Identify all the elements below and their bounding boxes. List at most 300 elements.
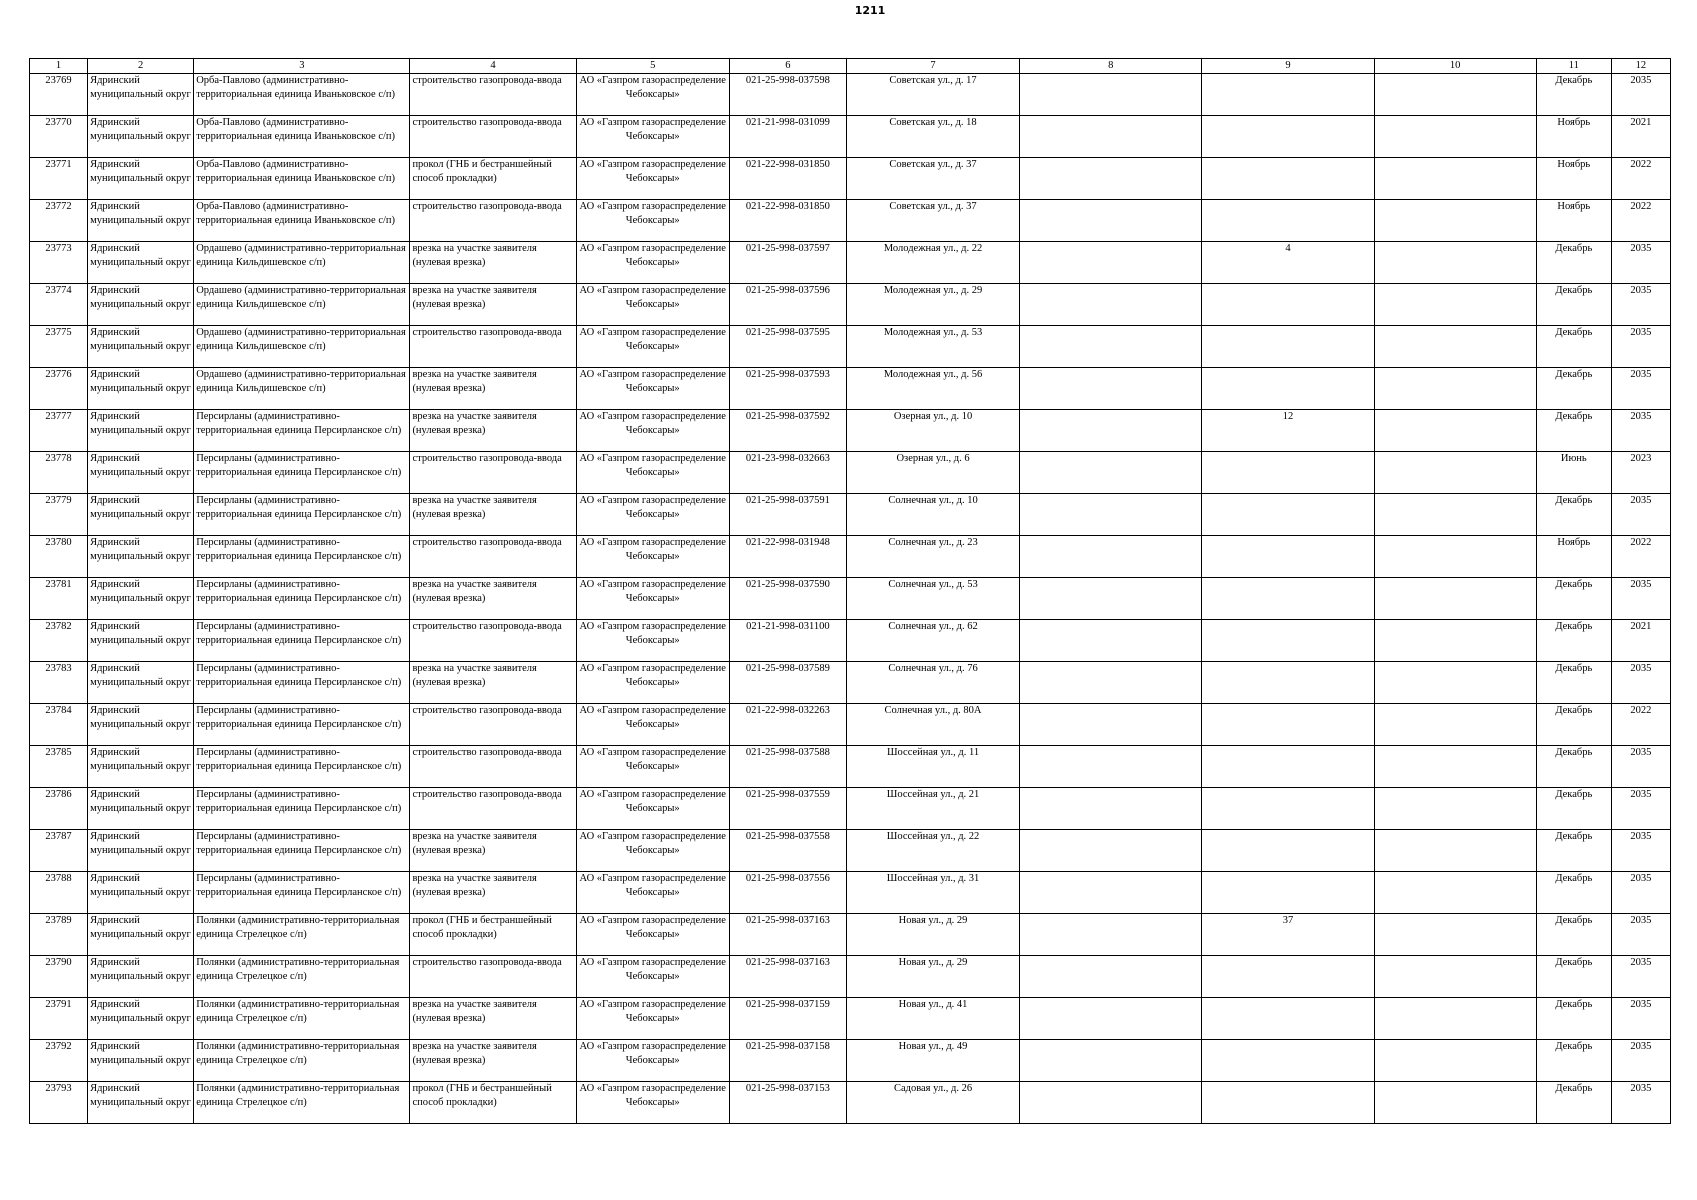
organization-cell-text: АО «Газпром газораспределение Чебоксары» [579,327,726,352]
work-type-cell [410,410,576,452]
row-number [30,452,88,494]
column-8-cell-text [1022,410,1199,451]
work-type-cell [410,1040,576,1082]
row-number-text: 23791 [45,999,72,1010]
column-10-cell-text [1377,662,1534,703]
year-cell-text: 2022 [1630,159,1652,170]
organization-cell-text: АО «Газпром газораспределение Чебоксары» [579,201,726,226]
locality-cell [194,284,410,326]
column-8-cell-text [1022,956,1199,997]
column-9-cell [1202,704,1374,746]
column-8-cell [1020,746,1202,788]
row-number [30,746,88,788]
object-code-cell [729,536,846,578]
year-cell [1611,284,1670,326]
column-8-cell [1020,326,1202,368]
address-cell [846,662,1019,704]
column-9-cell [1202,914,1374,956]
district-cell-text: Ядринский муниципальный округ [90,915,191,940]
object-code-cell [729,452,846,494]
column-header-1: 1 [30,59,88,74]
row-number-text: 23774 [45,285,72,296]
locality-cell-text: Ордашево (административно-территориальная единица Кильдишевское с/п) [196,327,406,352]
district-cell [88,1082,194,1124]
organization-cell [576,872,729,914]
column-9-cell [1202,494,1374,536]
locality-cell-text: Ордашево (административно-территориальная единица Кильдишевское с/п) [196,369,406,394]
work-type-cell-text: строительство газопровода-ввода [412,201,562,212]
locality-cell-text: Полянки (административно-территориальная единица Стрелецкое с/п) [196,1041,400,1066]
year-cell-text: 2021 [1630,117,1652,128]
column-9-cell-text [1204,200,1371,241]
locality-cell-text: Персирланы (административно-территориальная единица Персирланское с/п) [196,789,402,814]
address-cell [846,1082,1019,1124]
row-number-text: 23776 [45,369,72,380]
column-8-cell [1020,662,1202,704]
organization-cell-text: АО «Газпром газораспределение Чебоксары» [579,495,726,520]
address-cell-text: Новая ул., д. 49 [898,1041,968,1052]
work-type-cell-text: строительство газопровода-ввода [412,747,562,758]
address-cell [846,578,1019,620]
column-9-cell-text [1204,956,1371,997]
row-number [30,662,88,704]
district-cell [88,704,194,746]
object-code-cell [729,662,846,704]
page-number: 1211 [854,4,886,17]
locality-cell [194,326,410,368]
district-cell [88,74,194,116]
locality-cell [194,620,410,662]
organization-cell-text: АО «Газпром газораспределение Чебоксары» [579,537,726,562]
column-8-cell [1020,494,1202,536]
column-8-cell [1020,620,1202,662]
row-number [30,116,88,158]
year-cell-text: 2035 [1630,999,1652,1010]
object-code-cell [729,158,846,200]
locality-cell-text: Персирланы (административно-территориальная единица Персирланское с/п) [196,579,402,604]
address-cell-text: Солнечная ул., д. 23 [888,537,978,548]
table-body [30,74,1671,1124]
column-header-4: 4 [410,59,576,74]
year-cell-text: 2035 [1630,915,1652,926]
district-cell [88,200,194,242]
column-8-cell-text [1022,704,1199,745]
year-cell [1611,746,1670,788]
column-8-cell-text [1022,620,1199,661]
address-cell-text: Молодежная ул., д. 22 [883,243,983,254]
column-8-cell-text [1022,830,1199,871]
object-code-cell [729,326,846,368]
district-cell [88,242,194,284]
locality-cell [194,662,410,704]
year-cell-text: 2035 [1630,327,1652,338]
month-cell [1536,830,1611,872]
column-8-cell [1020,200,1202,242]
table-row [30,872,1671,914]
work-type-cell-text: врезка на участке заявителя (нулевая врезка) [412,411,537,436]
row-number-text: 23770 [45,117,72,128]
table-row [30,998,1671,1040]
object-code-cell-text: 021-21-998-031100 [746,621,830,632]
locality-cell-text: Персирланы (административно-территориальная единица Персирланское с/п) [196,747,402,772]
address-cell [846,1040,1019,1082]
row-number-text: 23784 [45,705,72,716]
table-row [30,704,1671,746]
table-row [30,1082,1671,1124]
district-cell [88,872,194,914]
month-cell [1536,74,1611,116]
object-code-cell [729,620,846,662]
column-9-cell [1202,578,1374,620]
district-cell [88,788,194,830]
locality-cell-text: Орба-Павлово (административно-территориальная единица Иваньковское с/п) [196,201,396,226]
row-number-text: 23781 [45,579,72,590]
month-cell [1536,116,1611,158]
year-cell-text: 2035 [1630,831,1652,842]
district-cell-text: Ядринский муниципальный округ [90,117,191,142]
column-10-cell-text [1377,494,1534,535]
column-9-cell-text [1204,1082,1371,1123]
district-cell-text: Ядринский муниципальный округ [90,75,191,100]
month-cell-text: Декабрь [1555,1041,1593,1052]
year-cell [1611,788,1670,830]
month-cell-text: Декабрь [1555,831,1593,842]
column-9-cell-text [1204,1040,1371,1081]
column-8-cell [1020,1040,1202,1082]
year-cell-text: 2035 [1630,1083,1652,1094]
month-cell [1536,788,1611,830]
work-type-cell [410,872,576,914]
object-code-cell [729,368,846,410]
work-type-cell-text: прокол (ГНБ и бестраншейный способ прокладки) [412,159,552,184]
locality-cell-text: Персирланы (административно-территориальная единица Персирланское с/п) [196,873,402,898]
column-10-cell-text [1377,200,1534,241]
object-code-cell [729,788,846,830]
organization-cell-text: АО «Газпром газораспределение Чебоксары» [579,621,726,646]
row-number [30,578,88,620]
column-9-cell [1202,326,1374,368]
object-code-cell-text: 021-22-998-031850 [745,159,830,170]
locality-cell [194,452,410,494]
row-number [30,284,88,326]
year-cell [1611,116,1670,158]
address-cell-text: Шоссейная ул., д. 11 [886,747,980,758]
object-code-cell-text: 021-25-998-037158 [745,1041,830,1052]
row-number-text: 23771 [45,159,72,170]
organization-cell-text: АО «Газпром газораспределение Чебоксары» [579,915,726,940]
row-number [30,368,88,410]
column-9-cell [1202,242,1374,284]
year-cell-text: 2035 [1630,873,1652,884]
column-10-cell-text [1377,410,1534,451]
object-code-cell [729,494,846,536]
district-cell [88,158,194,200]
work-type-cell [410,326,576,368]
district-cell-text: Ядринский муниципальный округ [90,831,191,856]
month-cell [1536,368,1611,410]
row-number-text: 23789 [45,915,72,926]
year-cell [1611,1082,1670,1124]
column-header-3: 3 [194,59,410,74]
district-cell-text: Ядринский муниципальный округ [90,243,191,268]
column-8-cell [1020,410,1202,452]
work-type-cell [410,242,576,284]
address-cell-text: Солнечная ул., д. 62 [888,621,978,632]
object-code-cell-text: 021-25-998-037595 [745,327,830,338]
object-code-cell-text: 021-25-998-037590 [745,579,830,590]
organization-cell-text: АО «Газпром газораспределение Чебоксары» [579,75,726,100]
district-cell [88,1040,194,1082]
work-type-cell-text: врезка на участке заявителя (нулевая врезка) [412,579,537,604]
organization-cell-text: АО «Газпром газораспределение Чебоксары» [579,285,726,310]
address-cell [846,788,1019,830]
column-10-cell-text [1377,1082,1534,1123]
address-cell [846,872,1019,914]
column-9-cell [1202,956,1374,998]
work-type-cell-text: строительство газопровода-ввода [412,117,562,128]
organization-cell [576,830,729,872]
column-header-10: 10 [1374,59,1536,74]
month-cell [1536,956,1611,998]
column-9-cell [1202,620,1374,662]
row-number [30,200,88,242]
table-row [30,284,1671,326]
work-type-cell-text: строительство газопровода-ввода [412,789,562,800]
row-number [30,158,88,200]
row-number [30,788,88,830]
column-9-cell-text [1204,704,1371,745]
object-code-cell [729,746,846,788]
object-code-cell-text: 021-25-998-037159 [745,999,830,1010]
table-row [30,242,1671,284]
address-cell [846,158,1019,200]
column-8-cell [1020,536,1202,578]
column-8-cell-text [1022,998,1199,1039]
work-type-cell [410,494,576,536]
column-8-cell-text [1022,284,1199,325]
column-10-cell-text [1377,746,1534,787]
organization-cell [576,704,729,746]
work-type-cell [410,956,576,998]
row-number-text: 23769 [45,75,72,86]
row-number [30,326,88,368]
object-code-cell [729,74,846,116]
work-type-cell-text: прокол (ГНБ и бестраншейный способ прокладки) [412,915,552,940]
row-number-text: 23775 [45,327,72,338]
row-number-text: 23773 [45,243,72,254]
object-code-cell-text: 021-25-998-037559 [745,789,830,800]
address-cell-text: Солнечная ул., д. 10 [888,495,978,506]
locality-cell [194,158,410,200]
object-code-cell-text: 021-23-998-032663 [745,453,830,464]
column-10-cell [1374,914,1536,956]
column-9-cell [1202,368,1374,410]
object-code-cell [729,830,846,872]
column-9-cell-text [1204,536,1371,577]
column-8-cell [1020,578,1202,620]
month-cell-text: Декабрь [1555,579,1593,590]
year-cell-text: 2023 [1630,453,1652,464]
object-code-cell-text: 021-22-998-031850 [745,201,830,212]
column-8-cell-text [1022,788,1199,829]
district-cell-text: Ядринский муниципальный округ [90,957,191,982]
row-number [30,956,88,998]
year-cell-text: 2035 [1630,285,1652,296]
month-cell-text: Декабрь [1555,789,1593,800]
locality-cell [194,200,410,242]
address-cell [846,410,1019,452]
column-9-cell-text [1204,326,1371,367]
column-10-cell [1374,746,1536,788]
object-code-cell-text: 021-25-998-037556 [745,873,830,884]
row-number-text: 23783 [45,663,72,674]
column-9-cell [1202,872,1374,914]
work-type-cell [410,662,576,704]
locality-cell-text: Орба-Павлово (административно-территориальная единица Иваньковское с/п) [196,117,396,142]
column-header-7: 7 [846,59,1019,74]
column-8-cell [1020,116,1202,158]
month-cell-text: Декабрь [1555,873,1593,884]
work-type-cell [410,746,576,788]
organization-cell-text: АО «Газпром газораспределение Чебоксары» [579,663,726,688]
object-code-cell-text: 021-25-998-037163 [745,957,830,968]
column-9-cell-text [1204,830,1371,871]
organization-cell-text: АО «Газпром газораспределение Чебоксары» [579,579,726,604]
work-type-cell [410,620,576,662]
work-type-cell-text: строительство газопровода-ввода [412,621,562,632]
column-9-cell-text [1204,872,1371,913]
address-cell-text: Солнечная ул., д. 80А [884,705,982,716]
column-9-cell-text [1204,746,1371,787]
year-cell [1611,956,1670,998]
column-9-cell-text: 4 [1285,243,1291,254]
district-cell-text: Ядринский муниципальный округ [90,705,191,730]
address-cell [846,200,1019,242]
column-10-cell-text [1377,956,1534,997]
row-number [30,872,88,914]
work-type-cell [410,200,576,242]
address-cell [846,536,1019,578]
column-10-cell [1374,788,1536,830]
address-cell [846,452,1019,494]
district-cell [88,998,194,1040]
column-9-cell [1202,746,1374,788]
column-8-cell-text [1022,494,1199,535]
year-cell [1611,1040,1670,1082]
locality-cell-text: Полянки (административно-территориальная единица Стрелецкое с/п) [196,999,400,1024]
district-cell [88,830,194,872]
column-9-cell-text [1204,494,1371,535]
locality-cell [194,914,410,956]
month-cell-text: Ноябрь [1557,201,1591,212]
address-cell-text: Садовая ул., д. 26 [893,1083,973,1094]
column-10-cell [1374,494,1536,536]
year-cell-text: 2035 [1630,789,1652,800]
organization-cell-text: АО «Газпром газораспределение Чебоксары» [579,705,726,730]
table-row [30,200,1671,242]
month-cell [1536,1040,1611,1082]
year-cell [1611,998,1670,1040]
object-code-cell [729,914,846,956]
work-type-cell-text: врезка на участке заявителя (нулевая врезка) [412,873,537,898]
table-row [30,578,1671,620]
month-cell-text: Декабрь [1555,75,1593,86]
organization-cell [576,1040,729,1082]
year-cell [1611,74,1670,116]
table-row [30,410,1671,452]
column-9-cell-text [1204,998,1371,1039]
column-10-cell [1374,578,1536,620]
row-number-text: 23779 [45,495,72,506]
work-type-cell [410,998,576,1040]
work-type-cell-text: врезка на участке заявителя (нулевая врезка) [412,999,537,1024]
column-10-cell-text [1377,242,1534,283]
table-row [30,536,1671,578]
column-9-cell-text [1204,578,1371,619]
address-cell [846,956,1019,998]
year-cell [1611,410,1670,452]
month-cell-text: Ноябрь [1557,159,1591,170]
locality-cell-text: Орба-Павлово (административно-территориальная единица Иваньковское с/п) [196,159,396,184]
district-cell [88,578,194,620]
month-cell-text: Декабрь [1555,327,1593,338]
column-8-cell-text [1022,1040,1199,1081]
column-10-cell [1374,200,1536,242]
organization-cell [576,158,729,200]
month-cell-text: Ноябрь [1557,537,1591,548]
column-8-cell-text [1022,662,1199,703]
year-cell-text: 2035 [1630,1041,1652,1052]
column-9-cell-text [1204,452,1371,493]
district-cell-text: Ядринский муниципальный округ [90,537,191,562]
work-type-cell [410,788,576,830]
row-number [30,620,88,662]
column-8-cell [1020,872,1202,914]
column-9-cell [1202,74,1374,116]
year-cell-text: 2021 [1630,621,1652,632]
locality-cell-text: Персирланы (административно-территориальная единица Персирланское с/п) [196,705,402,730]
address-cell [846,326,1019,368]
district-cell-text: Ядринский муниципальный округ [90,1083,191,1108]
year-cell [1611,368,1670,410]
year-cell-text: 2022 [1630,201,1652,212]
column-8-cell-text [1022,578,1199,619]
address-cell [846,116,1019,158]
work-type-cell [410,368,576,410]
year-cell [1611,620,1670,662]
column-10-cell-text [1377,158,1534,199]
district-cell-text: Ядринский муниципальный округ [90,789,191,814]
work-type-cell-text: врезка на участке заявителя (нулевая врезка) [412,831,537,856]
table-row [30,74,1671,116]
column-9-cell-text [1204,284,1371,325]
column-9-cell [1202,284,1374,326]
locality-cell-text: Ордашево (административно-территориальная единица Кильдишевское с/п) [196,243,406,268]
table-row [30,452,1671,494]
address-cell-text: Советская ул., д. 17 [889,75,977,86]
district-cell-text: Ядринский муниципальный округ [90,201,191,226]
year-cell-text: 2035 [1630,75,1652,86]
column-9-cell-text [1204,116,1371,157]
column-10-cell-text [1377,578,1534,619]
organization-cell [576,326,729,368]
column-10-cell-text [1377,368,1534,409]
address-cell-text: Озерная ул., д. 10 [893,411,973,422]
column-10-cell-text [1377,74,1534,115]
column-10-cell-text [1377,284,1534,325]
month-cell-text: Ноябрь [1557,117,1591,128]
address-cell-text: Советская ул., д. 37 [889,201,977,212]
